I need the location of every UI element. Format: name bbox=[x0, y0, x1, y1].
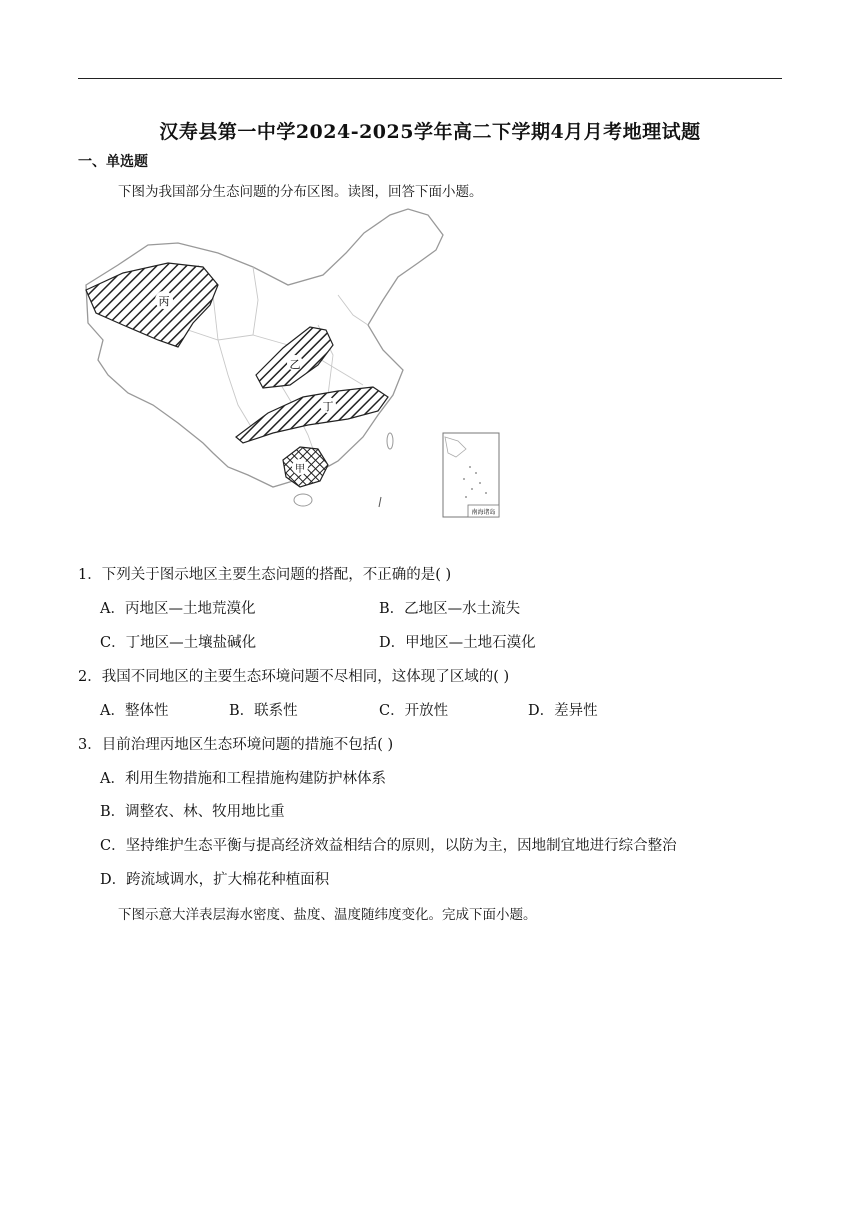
label-ding: 丁 bbox=[322, 400, 334, 413]
page-title: 汉寿县第一中学2024-2025学年高二下学期4月月考地理试题 bbox=[159, 121, 701, 143]
china-ecology-map bbox=[78, 205, 508, 523]
section-heading: 一、单选题 bbox=[78, 154, 148, 170]
q3-option-d: D．跨流域调水，扩大棉花种植面积 bbox=[100, 872, 330, 888]
q1-option-c: C．丁地区—土壤盐碱化 bbox=[100, 635, 257, 651]
header-rule bbox=[78, 78, 782, 79]
q3-option-b: B．调整农、林、牧用地比重 bbox=[100, 804, 285, 820]
south-sea-inset bbox=[443, 433, 499, 517]
q2-option-d: D．差异性 bbox=[528, 703, 598, 719]
question-3-stem: 3．目前治理丙地区生态环境问题的措施不包括( ) bbox=[78, 737, 394, 753]
q2-option-c: C．开放性 bbox=[379, 703, 449, 719]
label-jia: 甲 bbox=[295, 464, 305, 475]
intro-text-1: 下图为我国部分生态问题的分布区图。读图，回答下面小题。 bbox=[118, 184, 483, 200]
question-2-stem: 2．我国不同地区的主要生态环境问题不尽相同，这体现了区域的( ) bbox=[78, 669, 510, 685]
hainan-island bbox=[294, 494, 312, 506]
q2-option-a: A．整体性 bbox=[100, 703, 169, 719]
question-1-stem: 1．下列关于图示地区主要生态问题的搭配，不正确的是( ) bbox=[78, 567, 452, 583]
taiwan-island bbox=[387, 433, 393, 449]
q1-option-a: A．丙地区—土地荒漠化 bbox=[100, 601, 256, 617]
label-bing: 丙 bbox=[158, 295, 170, 308]
inset-label: 南海诸岛 bbox=[471, 509, 496, 516]
q3-option-c: C．坚持维护生态平衡与提高经济效益相结合的原则，以防为主，因地制宜地进行综合整治 bbox=[100, 838, 677, 854]
q1-option-b: B．乙地区—水土流失 bbox=[379, 601, 521, 617]
intro-text-2: 下图示意大洋表层海水密度、盐度、温度随纬度变化。完成下面小题。 bbox=[118, 907, 537, 923]
q1-option-d: D．甲地区—土地石漠化 bbox=[379, 635, 536, 651]
q3-option-a: A．利用生物措施和工程措施构建防护林体系 bbox=[100, 771, 386, 787]
label-yi: 乙 bbox=[289, 358, 301, 371]
q2-option-b: B．联系性 bbox=[229, 703, 298, 719]
